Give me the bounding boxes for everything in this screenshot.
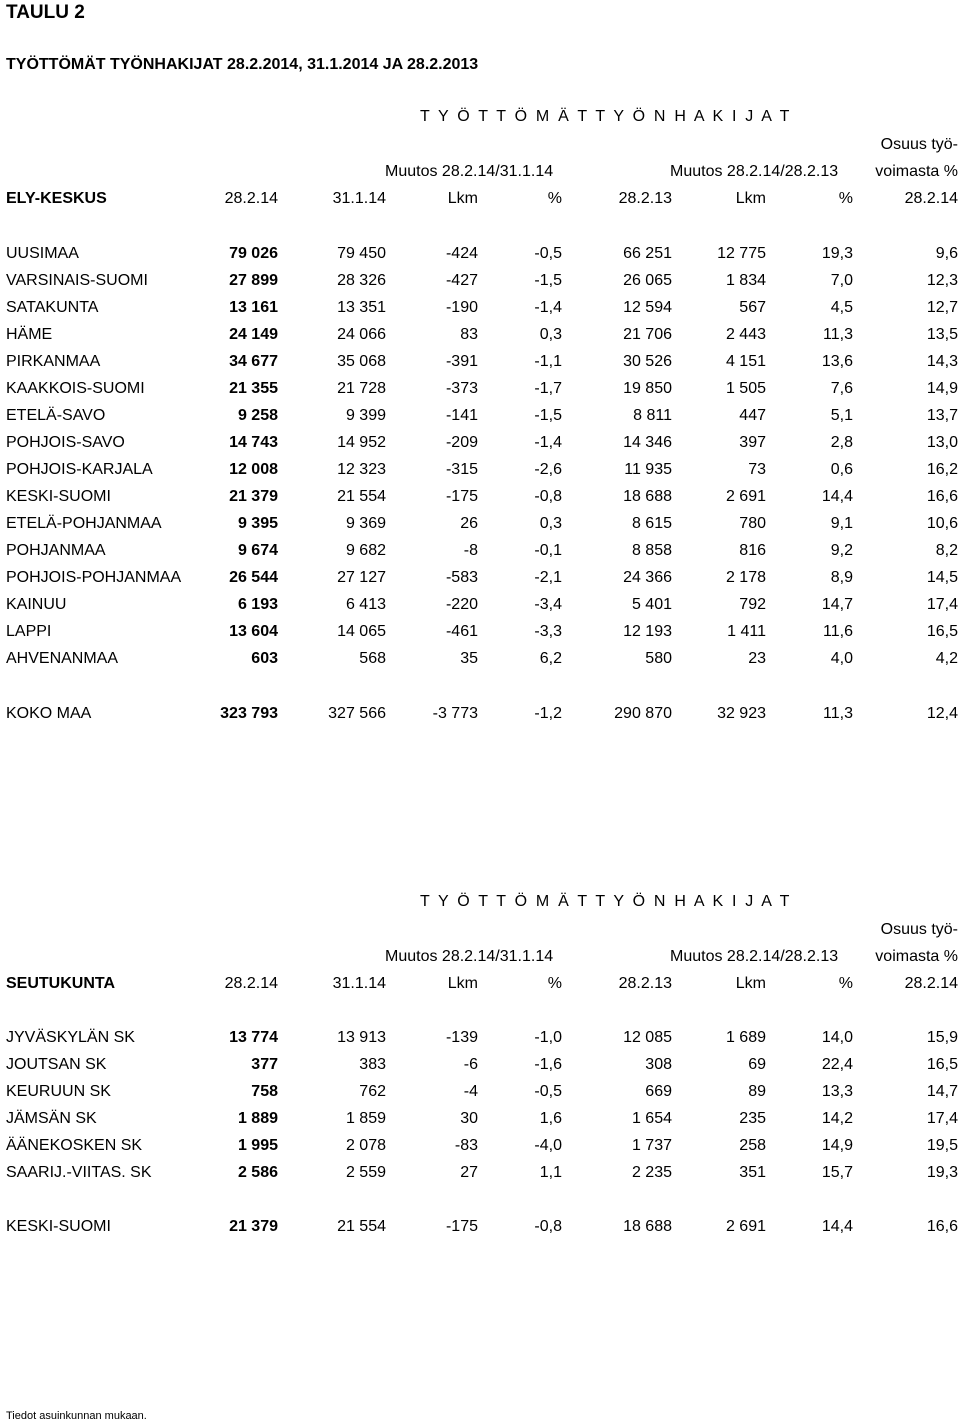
cell-col-3: -3 773 — [432, 705, 478, 722]
column-header-7: % — [838, 190, 853, 207]
cell-col-6: 1 505 — [725, 380, 766, 397]
cell-col-4: -0,1 — [534, 542, 562, 559]
cell-col-6: 351 — [739, 1164, 766, 1181]
cell-col-2: 9 369 — [345, 515, 386, 532]
cell-col-5: 24 366 — [623, 569, 672, 586]
share-header-line1-2: Osuus työ- — [880, 921, 958, 938]
cell-col-7: 8,9 — [830, 569, 853, 586]
table-row — [0, 1083, 960, 1110]
cell-col-3: -190 — [445, 299, 478, 316]
cell-col-5: 18 688 — [623, 1218, 672, 1235]
cell-col-8: 14,3 — [926, 353, 958, 370]
cell-col-2: 327 566 — [328, 705, 386, 722]
cell-col-7: 11,3 — [823, 326, 853, 343]
table-row — [0, 569, 960, 596]
column-header-6: Lkm — [735, 975, 766, 992]
cell-col-8: 12,7 — [926, 299, 958, 316]
table-row — [0, 488, 960, 515]
cell-col-5: 669 — [645, 1083, 672, 1100]
cell-col-4: -2,6 — [534, 461, 562, 478]
table-row — [0, 1110, 960, 1137]
column-header-5: 28.2.13 — [618, 975, 672, 992]
cell-col-3: -427 — [445, 272, 478, 289]
table-row — [0, 326, 960, 353]
cell-col-6: 1 689 — [725, 1029, 766, 1046]
cell-col-6: 2 691 — [725, 488, 766, 505]
region-name: PIRKANMAA — [6, 353, 101, 370]
cell-col-4: -1,0 — [534, 1029, 562, 1046]
cell-col-4: -1,4 — [534, 434, 562, 451]
cell-col-7: 14,4 — [821, 1218, 853, 1235]
cell-col-6: 258 — [739, 1137, 766, 1154]
column-header-1: 28.2.14 — [224, 190, 278, 207]
table-row — [0, 650, 960, 677]
cell-col-8: 14,5 — [926, 569, 958, 586]
cell-col-2: 21 554 — [337, 1218, 386, 1235]
cell-col-1: 758 — [251, 1083, 278, 1100]
cell-col-1: 9 674 — [237, 542, 278, 559]
cell-col-8: 17,4 — [926, 596, 958, 613]
cell-col-4: 1,1 — [539, 1164, 562, 1181]
cell-col-5: 12 594 — [623, 299, 672, 316]
table-row — [0, 1056, 960, 1083]
cell-col-6: 2 443 — [725, 326, 766, 343]
cell-col-4: 0,3 — [539, 326, 562, 343]
cell-col-8: 12,4 — [926, 705, 958, 722]
change2-header-2: Muutos 28.2.14/28.2.13 — [670, 948, 839, 965]
column-header-2: 31.1.14 — [332, 975, 386, 992]
cell-col-2: 13 351 — [337, 299, 386, 316]
cell-col-3: 30 — [460, 1110, 478, 1127]
cell-col-7: 4,5 — [830, 299, 853, 316]
cell-col-4: -0,8 — [534, 488, 562, 505]
table-row — [0, 461, 960, 488]
cell-col-7: 14,4 — [821, 488, 853, 505]
region-name: SAARIJ.-VIITAS. SK — [6, 1164, 152, 1181]
column-header-8: 28.2.14 — [904, 190, 958, 207]
cell-col-8: 13,0 — [926, 434, 958, 451]
cell-col-2: 568 — [359, 650, 386, 667]
cell-col-7: 14,0 — [821, 1029, 853, 1046]
cell-col-7: 9,1 — [830, 515, 853, 532]
region-name: SATAKUNTA — [6, 299, 99, 316]
cell-col-2: 14 065 — [337, 623, 386, 640]
cell-col-7: 13,6 — [821, 353, 853, 370]
cell-col-8: 19,3 — [926, 1164, 958, 1181]
region-name: KAINUU — [6, 596, 67, 613]
column-header-3: Lkm — [447, 975, 478, 992]
total-row — [0, 705, 960, 732]
cell-col-8: 16,6 — [926, 1218, 958, 1235]
cell-col-6: 12 775 — [717, 245, 766, 262]
cell-col-7: 15,7 — [821, 1164, 853, 1181]
cell-col-8: 12,3 — [926, 272, 958, 289]
column-header-5: 28.2.13 — [618, 190, 672, 207]
table-row — [0, 245, 960, 272]
table-row — [0, 353, 960, 380]
cell-col-1: 13 161 — [229, 299, 278, 316]
cell-col-3: -139 — [445, 1029, 478, 1046]
cell-col-2: 79 450 — [337, 245, 386, 262]
cell-col-5: 290 870 — [614, 705, 672, 722]
cell-col-2: 6 413 — [345, 596, 386, 613]
cell-col-2: 21 728 — [337, 380, 386, 397]
region-name: POHJANMAA — [6, 542, 106, 559]
cell-col-4: 0,3 — [539, 515, 562, 532]
cell-col-1: 27 899 — [229, 272, 278, 289]
cell-col-6: 780 — [739, 515, 766, 532]
cell-col-6: 397 — [739, 434, 766, 451]
cell-col-8: 16,6 — [926, 488, 958, 505]
cell-col-8: 8,2 — [935, 542, 958, 559]
cell-col-1: 6 193 — [237, 596, 278, 613]
first-column-header-2: SEUTUKUNTA — [6, 975, 116, 992]
change1-header: Muutos 28.2.14/31.1.14 — [385, 163, 554, 180]
cell-col-5: 8 858 — [631, 542, 672, 559]
cell-col-2: 12 323 — [337, 461, 386, 478]
region-name: ETELÄ-POHJANMAA — [6, 515, 162, 532]
cell-col-5: 1 737 — [631, 1137, 672, 1154]
cell-col-1: 13 604 — [229, 623, 278, 640]
cell-col-3: -373 — [445, 380, 478, 397]
column-header-4: % — [547, 975, 562, 992]
cell-col-3: -6 — [463, 1056, 478, 1073]
cell-col-8: 17,4 — [926, 1110, 958, 1127]
cell-col-8: 16,2 — [926, 461, 958, 478]
cell-col-4: -4,0 — [534, 1137, 562, 1154]
cell-col-5: 11 935 — [624, 461, 672, 478]
table-row — [0, 542, 960, 569]
cell-col-5: 19 850 — [623, 380, 672, 397]
cell-col-7: 7,0 — [830, 272, 853, 289]
cell-col-4: -0,5 — [534, 1083, 562, 1100]
column-header-2: 31.1.14 — [332, 190, 386, 207]
column-header-8: 28.2.14 — [904, 975, 958, 992]
cell-col-5: 14 346 — [623, 434, 672, 451]
region-name: JOUTSAN SK — [6, 1056, 107, 1073]
cell-col-6: 23 — [748, 650, 766, 667]
cell-col-1: 323 793 — [220, 705, 278, 722]
share-header-line2: voimasta % — [875, 163, 958, 180]
cell-col-3: -220 — [445, 596, 478, 613]
cell-col-2: 1 859 — [345, 1110, 386, 1127]
cell-col-5: 12 193 — [623, 623, 672, 640]
cell-col-3: 27 — [460, 1164, 478, 1181]
column-header-6: Lkm — [735, 190, 766, 207]
cell-col-7: 19,3 — [821, 245, 853, 262]
cell-col-3: -583 — [445, 569, 478, 586]
total-row — [0, 1218, 960, 1245]
cell-col-8: 14,9 — [926, 380, 958, 397]
cell-col-6: 2 691 — [725, 1218, 766, 1235]
region-name: KOKO MAA — [6, 705, 92, 722]
cell-col-3: -141 — [445, 407, 478, 424]
cell-col-1: 21 379 — [229, 1218, 278, 1235]
region-name: KAAKKOIS-SUOMI — [6, 380, 145, 397]
cell-col-4: -1,5 — [534, 407, 562, 424]
change2-header: Muutos 28.2.14/28.2.13 — [670, 163, 839, 180]
column-header-row-2 — [0, 975, 960, 1002]
share-header-line1: Osuus työ- — [880, 136, 958, 153]
cell-col-2: 762 — [359, 1083, 386, 1100]
table-row — [0, 434, 960, 461]
cell-col-8: 10,6 — [926, 515, 958, 532]
region-name: KESKI-SUOMI — [6, 488, 111, 505]
cell-col-1: 377 — [251, 1056, 278, 1073]
cell-col-7: 22,4 — [821, 1056, 853, 1073]
cell-col-2: 28 326 — [337, 272, 386, 289]
cell-col-8: 14,7 — [926, 1083, 958, 1100]
cell-col-3: 35 — [460, 650, 478, 667]
cell-col-5: 8 615 — [631, 515, 672, 532]
cell-col-5: 18 688 — [623, 488, 672, 505]
region-name: UUSIMAA — [6, 245, 79, 262]
cell-col-6: 32 923 — [717, 705, 766, 722]
table-row — [0, 1164, 960, 1191]
table-row — [0, 515, 960, 542]
cell-col-5: 21 706 — [623, 326, 672, 343]
cell-col-8: 9,6 — [935, 245, 958, 262]
cell-col-1: 24 149 — [229, 326, 278, 343]
table-row — [0, 407, 960, 434]
group-title-2: T Y Ö T T Ö M Ä T T Y Ö N H A K I J A T — [420, 893, 792, 910]
cell-col-6: 235 — [739, 1110, 766, 1127]
cell-col-4: -1,7 — [534, 380, 562, 397]
cell-col-2: 2 078 — [345, 1137, 386, 1154]
region-name: KESKI-SUOMI — [6, 1218, 111, 1235]
cell-col-6: 567 — [739, 299, 766, 316]
cell-col-8: 13,5 — [926, 326, 958, 343]
cell-col-3: -461 — [445, 623, 478, 640]
cell-col-1: 14 743 — [229, 434, 278, 451]
cell-col-6: 89 — [748, 1083, 766, 1100]
cell-col-3: -175 — [445, 1218, 478, 1235]
cell-col-2: 21 554 — [337, 488, 386, 505]
cell-col-2: 27 127 — [337, 569, 386, 586]
cell-col-3: -209 — [445, 434, 478, 451]
cell-col-2: 13 913 — [337, 1029, 386, 1046]
cell-col-7: 9,2 — [830, 542, 853, 559]
region-name: ÄÄNEKOSKEN SK — [6, 1137, 143, 1154]
table-row — [0, 596, 960, 623]
cell-col-5: 5 401 — [631, 596, 672, 613]
cell-col-8: 19,5 — [926, 1137, 958, 1154]
table-row — [0, 623, 960, 650]
cell-col-2: 9 399 — [345, 407, 386, 424]
cell-col-3: -83 — [454, 1137, 478, 1154]
cell-col-6: 2 178 — [725, 569, 766, 586]
cell-col-7: 14,2 — [821, 1110, 853, 1127]
cell-col-4: -2,1 — [534, 569, 562, 586]
cell-col-2: 24 066 — [337, 326, 386, 343]
cell-col-4: -0,5 — [534, 245, 562, 262]
cell-col-5: 12 085 — [623, 1029, 672, 1046]
cell-col-6: 816 — [739, 542, 766, 559]
table-row — [0, 380, 960, 407]
cell-col-7: 13,3 — [821, 1083, 853, 1100]
cell-col-4: 1,6 — [539, 1110, 562, 1127]
column-header-7: % — [838, 975, 853, 992]
cell-col-5: 26 065 — [623, 272, 672, 289]
region-name: JÄMSÄN SK — [6, 1110, 97, 1127]
cell-col-5: 8 811 — [633, 407, 672, 424]
table-row — [0, 1137, 960, 1164]
cell-col-6: 73 — [748, 461, 766, 478]
cell-col-5: 30 526 — [623, 353, 672, 370]
column-header-row-1 — [0, 190, 960, 217]
cell-col-8: 13,7 — [926, 407, 958, 424]
cell-col-1: 34 677 — [229, 353, 278, 370]
cell-col-3: -424 — [445, 245, 478, 262]
region-name: HÄME — [6, 326, 53, 343]
cell-col-4: -0,8 — [534, 1218, 562, 1235]
cell-col-5: 580 — [645, 650, 672, 667]
table-row — [0, 299, 960, 326]
cell-col-2: 9 682 — [345, 542, 386, 559]
cell-col-6: 447 — [739, 407, 766, 424]
cell-col-2: 14 952 — [337, 434, 386, 451]
cell-col-2: 35 068 — [337, 353, 386, 370]
cell-col-7: 7,6 — [830, 380, 853, 397]
cell-col-1: 13 774 — [229, 1029, 278, 1046]
cell-col-5: 2 235 — [631, 1164, 672, 1181]
cell-col-1: 9 395 — [237, 515, 278, 532]
cell-col-2: 2 559 — [345, 1164, 386, 1181]
cell-col-7: 4,0 — [830, 650, 853, 667]
cell-col-1: 1 995 — [237, 1137, 278, 1154]
change1-header-2: Muutos 28.2.14/31.1.14 — [385, 948, 554, 965]
region-name: LAPPI — [6, 623, 52, 640]
table-row — [0, 1029, 960, 1056]
cell-col-7: 14,7 — [821, 596, 853, 613]
column-header-3: Lkm — [447, 190, 478, 207]
region-name: KEURUUN SK — [6, 1083, 111, 1100]
cell-col-1: 21 355 — [229, 380, 278, 397]
cell-col-7: 11,3 — [823, 705, 853, 722]
cell-col-3: 83 — [460, 326, 478, 343]
table-row — [0, 272, 960, 299]
cell-col-4: -1,6 — [534, 1056, 562, 1073]
cell-col-8: 16,5 — [926, 1056, 958, 1073]
cell-col-6: 1 411 — [727, 623, 766, 640]
column-header-1: 28.2.14 — [224, 975, 278, 992]
region-name: POHJOIS-POHJANMAA — [6, 569, 182, 586]
cell-col-1: 21 379 — [229, 488, 278, 505]
cell-col-7: 14,9 — [821, 1137, 853, 1154]
cell-col-1: 1 889 — [237, 1110, 278, 1127]
region-name: POHJOIS-SAVO — [6, 434, 125, 451]
cell-col-1: 79 026 — [229, 245, 278, 262]
cell-col-3: 26 — [460, 515, 478, 532]
cell-col-8: 16,5 — [926, 623, 958, 640]
cell-col-6: 792 — [739, 596, 766, 613]
cell-col-7: 0,6 — [830, 461, 853, 478]
first-column-header: ELY-KESKUS — [6, 190, 107, 207]
cell-col-1: 12 008 — [229, 461, 278, 478]
cell-col-2: 383 — [359, 1056, 386, 1073]
cell-col-1: 603 — [251, 650, 278, 667]
cell-col-6: 69 — [748, 1056, 766, 1073]
group-title-1: T Y Ö T T Ö M Ä T T Y Ö N H A K I J A T — [420, 108, 792, 125]
cell-col-3: -175 — [445, 488, 478, 505]
column-header-4: % — [547, 190, 562, 207]
footnote: Tiedot asuinkunnan mukaan. — [6, 1410, 147, 1422]
cell-col-7: 5,1 — [830, 407, 853, 424]
cell-col-4: -3,3 — [534, 623, 562, 640]
cell-col-5: 308 — [645, 1056, 672, 1073]
cell-col-1: 2 586 — [237, 1164, 278, 1181]
cell-col-3: -4 — [463, 1083, 478, 1100]
cell-col-6: 4 151 — [725, 353, 766, 370]
cell-col-4: 6,2 — [539, 650, 562, 667]
region-name: JYVÄSKYLÄN SK — [6, 1029, 135, 1046]
cell-col-5: 66 251 — [623, 245, 672, 262]
cell-col-3: -315 — [445, 461, 478, 478]
region-name: POHJOIS-KARJALA — [6, 461, 153, 478]
cell-col-7: 11,6 — [823, 623, 853, 640]
cell-col-3: -391 — [445, 353, 478, 370]
region-name: VARSINAIS-SUOMI — [6, 272, 148, 289]
share-header-line2-2: voimasta % — [875, 948, 958, 965]
cell-col-4: -3,4 — [534, 596, 562, 613]
cell-col-1: 26 544 — [229, 569, 278, 586]
cell-col-4: -1,1 — [534, 353, 562, 370]
cell-col-6: 1 834 — [725, 272, 766, 289]
cell-col-7: 2,8 — [830, 434, 853, 451]
region-name: AHVENANMAA — [6, 650, 119, 667]
cell-col-8: 15,9 — [926, 1029, 958, 1046]
cell-col-4: -1,5 — [534, 272, 562, 289]
table-number-heading: TAULU 2 — [6, 2, 85, 23]
region-name: ETELÄ-SAVO — [6, 407, 106, 424]
cell-col-4: -1,4 — [534, 299, 562, 316]
cell-col-8: 4,2 — [935, 650, 958, 667]
cell-col-1: 9 258 — [237, 407, 278, 424]
cell-col-4: -1,2 — [534, 705, 562, 722]
cell-col-3: -8 — [463, 542, 478, 559]
table-subheading: TYÖTTÖMÄT TYÖNHAKIJAT 28.2.2014, 31.1.2014 JA 28.2.2013 — [6, 56, 479, 73]
cell-col-5: 1 654 — [631, 1110, 672, 1127]
